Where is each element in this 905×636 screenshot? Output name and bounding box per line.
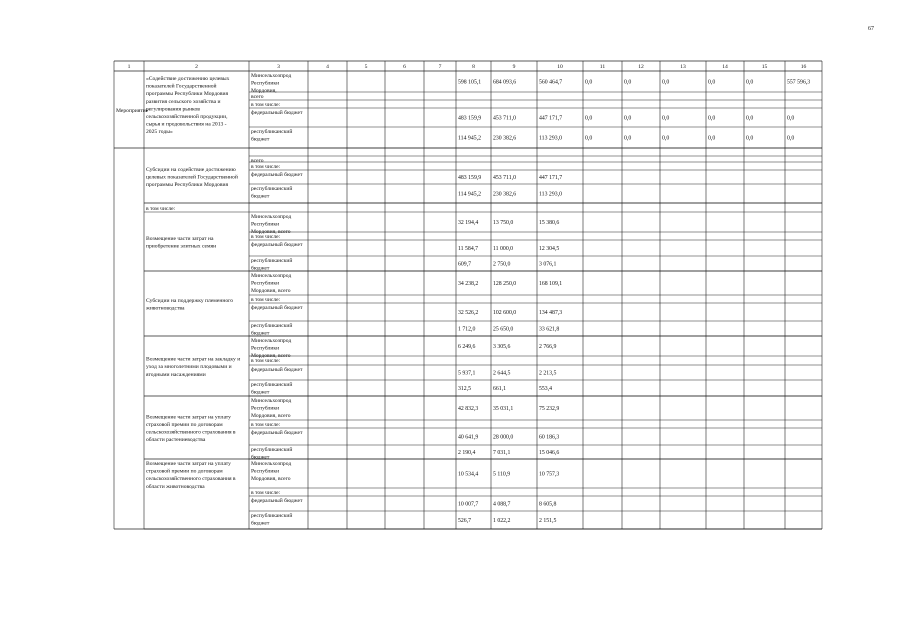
table-grid — [114, 61, 822, 529]
group-title: Возмещение части затрат на — [146, 235, 214, 242]
cell-value: 312,5 — [458, 386, 472, 392]
header-col-7: 7 — [438, 64, 442, 70]
row-label: Республики — [251, 345, 280, 352]
main-event-title: «Содействие достижению целевых — [146, 76, 230, 82]
row-label: бюджет — [251, 193, 270, 200]
main-event-title: развития сельского хозяйства и — [146, 98, 221, 105]
row-label: в том числе: — [251, 163, 281, 170]
cell-value: 0,0 — [746, 135, 754, 142]
group-title: страховой премии по договорам — [146, 421, 223, 428]
row-label: в том числе: — [251, 233, 281, 240]
cell-value: 2 644,5 — [493, 370, 511, 377]
cell-value: 25 650,0 — [493, 326, 514, 333]
cell-value: 661,1 — [493, 386, 507, 392]
cell-value: 35 031,1 — [493, 406, 514, 412]
cell-value: 557 596,3 — [787, 79, 811, 86]
cell-value: 0,0 — [624, 135, 632, 142]
header-col-5: 5 — [364, 64, 368, 70]
row-label: в том числе: — [251, 489, 281, 496]
row-label: федеральный бюджет — [251, 109, 303, 116]
cell-value: 0,0 — [708, 79, 716, 86]
cell-value: 28 000,0 — [493, 434, 514, 441]
header-col-11: 11 — [599, 64, 606, 70]
cell-value: 5 110,9 — [493, 471, 511, 478]
main-event-title: регулирования рынков — [146, 106, 200, 113]
row-label: всего — [251, 93, 264, 100]
cell-value: 32 194,4 — [458, 220, 479, 226]
cell-value: 8 605,8 — [539, 501, 557, 508]
header-col-15: 15 — [761, 64, 768, 70]
cell-value: 128 250,0 — [493, 281, 517, 287]
row-label: Минсельхозпрод — [251, 213, 292, 220]
header-col-8: 8 — [472, 64, 475, 70]
row-label: Республики — [251, 405, 280, 412]
cell-value: 598 105,1 — [458, 79, 482, 86]
cell-value: 2 213,5 — [539, 370, 557, 377]
row-label: бюджет — [251, 389, 270, 396]
row-label: федеральный бюджет — [251, 497, 303, 504]
incl-label: в том числе: — [146, 206, 176, 212]
header-col-16: 16 — [800, 64, 807, 70]
row-label: республиканский — [251, 128, 293, 135]
cell-value: 13 750,0 — [493, 220, 514, 226]
row-label: Республики — [251, 280, 280, 287]
cell-value: 168 109,1 — [539, 281, 563, 287]
row-label: федеральный бюджет — [251, 429, 303, 436]
cell-value: 483 159,9 — [458, 175, 482, 181]
subsidy-title: целевых показателей Государственной — [146, 174, 238, 181]
cell-value: 0,0 — [662, 115, 670, 122]
cell-value: 11 584,7 — [458, 246, 479, 252]
cell-value: 15 046,6 — [539, 450, 560, 456]
row-label: Республики — [251, 468, 280, 475]
group-title: Возмещение части затрат на уплату — [146, 414, 231, 421]
cell-value: 684 093,6 — [493, 79, 517, 86]
header-col-4: 4 — [326, 64, 329, 70]
page-number: 67 — [868, 26, 874, 32]
header-col-13: 13 — [680, 64, 686, 70]
cell-value: 134 487,3 — [539, 310, 563, 316]
cell-value: 2 190,4 — [458, 450, 476, 456]
row-label: Мордовия, всего — [251, 288, 291, 294]
cell-value: 0,0 — [746, 115, 754, 122]
header-col-10: 10 — [557, 64, 563, 70]
main-event-title: сельскохозяйственной продукции, — [146, 114, 228, 120]
cell-value: 6 249,6 — [458, 344, 476, 350]
group-title: Субсидии на поддержку племенного — [146, 297, 234, 304]
cell-value: 3 076,1 — [539, 261, 557, 268]
group-title: сельскохозяйственного страхования в — [146, 476, 236, 483]
cell-value: 32 526,2 — [458, 310, 479, 316]
header-col-6: 6 — [403, 64, 406, 70]
header-col-1: 1 — [127, 64, 131, 70]
group-title: приобретение элитных семян — [146, 243, 217, 250]
subsidy-title: программы Республики Мордовия — [146, 182, 229, 189]
cell-value: 4 088,7 — [493, 501, 511, 508]
row-label: республиканский — [251, 381, 293, 388]
cell-value: 0,0 — [585, 135, 593, 142]
cell-value: 0,0 — [585, 115, 593, 122]
row-label: республиканский — [251, 446, 293, 453]
group-title: сельскохозяйственного страхования в — [146, 429, 236, 436]
row-label: федеральный бюджет — [251, 304, 303, 311]
row-label: в том числе: — [251, 421, 281, 428]
row-label: республиканский — [251, 512, 293, 519]
header-col-2: 2 — [195, 64, 198, 70]
group-title: Возмещение части затрат на закладку и — [146, 356, 241, 363]
section-label: Мероприятие — [116, 108, 149, 114]
cell-value: 113 293,0 — [539, 191, 562, 198]
cell-value: 553,4 — [539, 386, 553, 392]
cell-value: 114 945,2 — [458, 135, 481, 142]
cell-value: 2 766,9 — [539, 344, 557, 350]
cell-value: 0,0 — [787, 115, 795, 122]
cell-value: 7 031,1 — [493, 450, 511, 456]
group-title: животноводства — [146, 305, 185, 312]
row-label: республиканский — [251, 322, 293, 329]
row-label: федеральный бюджет — [251, 241, 303, 248]
row-label: федеральный бюджет — [251, 171, 303, 178]
cell-value: 2 151,5 — [539, 518, 557, 524]
cell-value: 560 464,7 — [539, 79, 563, 86]
cell-value: 0,0 — [787, 135, 795, 142]
row-label: Минсельхозпрод — [251, 72, 292, 79]
row-label: Минсельхозпрод — [251, 337, 292, 344]
row-label: Минсельхозпрод — [251, 397, 292, 404]
cell-value: 42 832,3 — [458, 406, 479, 412]
row-label: бюджет — [251, 330, 270, 337]
cell-value: 33 621,8 — [539, 326, 560, 333]
cell-value: 10 534,4 — [458, 471, 479, 478]
cell-value: 0,0 — [662, 135, 670, 142]
cell-value: 1 712,0 — [458, 326, 476, 333]
group-title: уход за многолетними плодовыми и — [146, 364, 232, 371]
cell-value: 453 711,0 — [493, 115, 516, 122]
row-label: в том числе: — [251, 357, 281, 364]
row-label: Республики — [251, 80, 280, 87]
row-label: бюджет — [251, 265, 270, 272]
cell-value: 11 000,0 — [493, 246, 514, 252]
cell-value: 40 641,9 — [458, 434, 479, 441]
cell-value: 60 186,3 — [539, 434, 560, 441]
subsidy-title: Субсидии на содействие достижению — [146, 167, 236, 173]
row-label: Мордовия, всего — [251, 413, 291, 419]
row-label: республиканский — [251, 257, 293, 264]
row-label: республиканский — [251, 185, 293, 192]
cell-value: 15 380,6 — [539, 220, 560, 226]
row-label: бюджет — [251, 520, 270, 527]
cell-value: 447 171,7 — [539, 175, 563, 181]
header-col-9: 9 — [512, 64, 516, 70]
group-title: области растениеводства — [146, 437, 206, 444]
cell-value: 526,7 — [458, 518, 472, 524]
header-col-14: 14 — [722, 64, 728, 70]
cell-value: 10 007,7 — [458, 501, 479, 508]
cell-value: 102 600,0 — [493, 310, 517, 316]
cell-value: 0,0 — [708, 135, 716, 142]
main-event-title: программы Республики Мордовия — [146, 91, 229, 98]
row-label: Минсельхозпрод — [251, 272, 292, 279]
cell-value: 114 945,2 — [458, 191, 481, 198]
cell-value: 1 022,2 — [493, 518, 511, 524]
row-label: Минсельхозпрод — [251, 460, 292, 467]
cell-value: 609,7 — [458, 261, 472, 268]
cell-value: 0,0 — [585, 79, 593, 86]
row-label: Мордовия, всего — [251, 229, 291, 235]
cell-value: 483 159,9 — [458, 115, 482, 122]
row-label: в том числе: — [251, 296, 281, 303]
cell-value: 10 757,3 — [539, 471, 560, 478]
cell-value: 5 937,1 — [458, 370, 476, 377]
cell-value: 230 382,6 — [493, 191, 517, 198]
cell-value: 113 293,0 — [539, 135, 562, 142]
cell-value: 3 305,6 — [493, 344, 511, 350]
group-title: страховой премии по договорам — [146, 468, 223, 475]
row-label: Мордовия, — [251, 88, 277, 94]
cell-value: 0,0 — [662, 79, 670, 86]
cell-value: 75 232,9 — [539, 406, 560, 412]
cell-value: 0,0 — [708, 115, 716, 122]
row-label: Мордовия, всего — [251, 353, 291, 359]
row-label: Мордовия, всего — [251, 476, 291, 482]
cell-value: 12 304,5 — [539, 246, 560, 252]
row-label: федеральный бюджет — [251, 366, 303, 373]
row-label: всего — [251, 157, 264, 164]
header-col-12: 12 — [638, 64, 644, 70]
row-label: в том числе: — [251, 101, 281, 108]
cell-value: 453 711,0 — [493, 175, 516, 181]
cell-value: 447 171,7 — [539, 115, 563, 122]
group-title: ягодными насаждениями — [146, 371, 206, 378]
group-title: Возмещение части затрат на уплату — [146, 461, 231, 467]
main-event-title: 2025 годы» — [146, 129, 173, 136]
row-label: бюджет — [251, 136, 270, 143]
header-col-3: 3 — [277, 64, 280, 70]
main-event-title: показателей Государственной — [146, 83, 217, 90]
cell-value: 34 238,2 — [458, 281, 479, 287]
cell-value: 230 382,6 — [493, 135, 517, 142]
cell-value: 2 750,0 — [493, 261, 511, 268]
cell-value: 0,0 — [624, 115, 632, 122]
cell-value: 0,0 — [624, 79, 632, 86]
row-label: Республики — [251, 221, 280, 228]
group-title: области животноводства — [146, 483, 205, 490]
main-event-title: сырья и продовольствия на 2013 - — [146, 121, 227, 128]
cell-value: 0,0 — [746, 79, 754, 86]
row-label: бюджет — [251, 454, 270, 461]
